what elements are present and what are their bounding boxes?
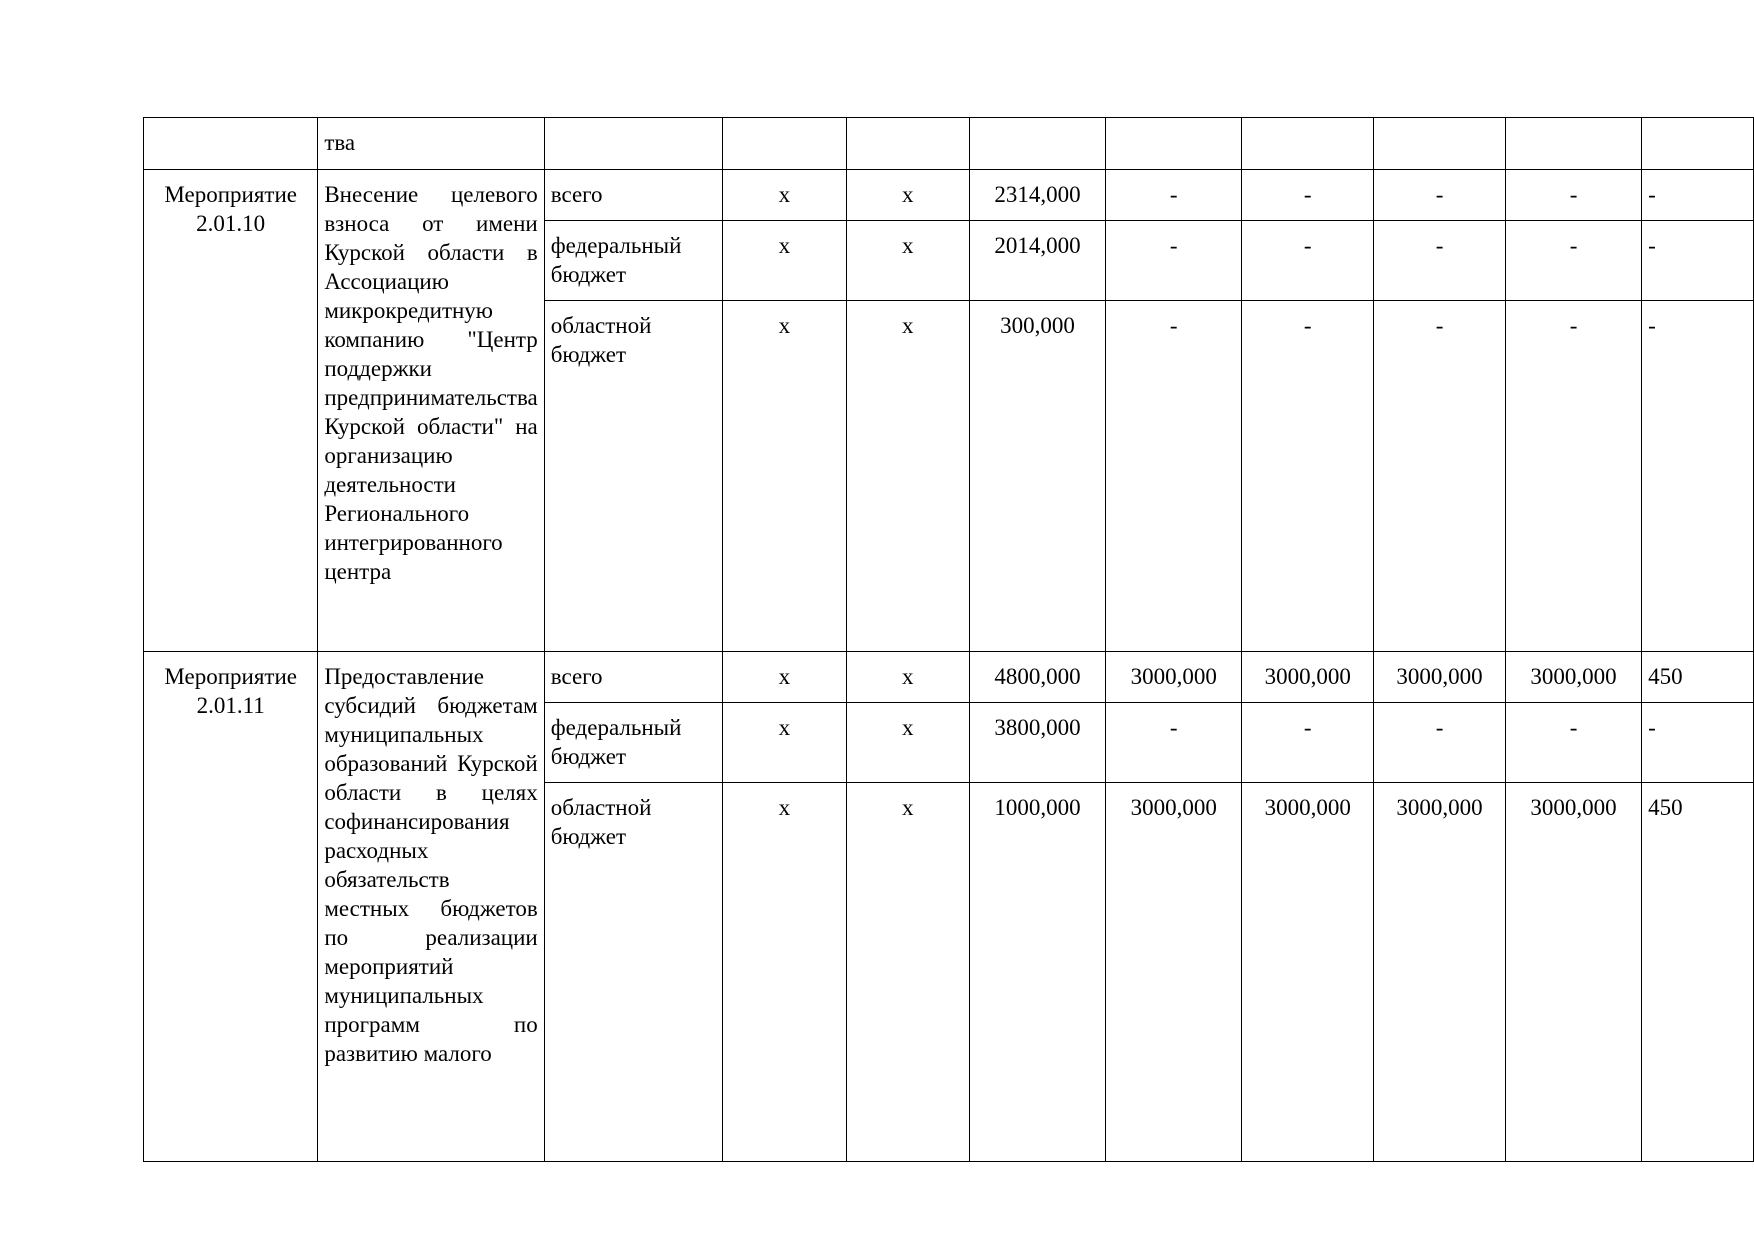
budget-table [143,117,1754,1162]
funding-source: всего [544,652,723,703]
value-cell [969,118,1105,170]
value-cell: 3000,000 [1505,652,1641,703]
value-cell: - [1106,301,1242,652]
value-cell: - [1242,170,1374,221]
activity-code: Мероприятие 2.01.11 [144,652,318,1162]
value-cell [1374,118,1506,170]
value-cell: х [846,703,969,783]
value-cell: х [846,783,969,1162]
value-cell: - [1242,221,1374,301]
funding-source: областной бюджет [544,301,723,652]
value-cell: 3000,000 [1374,783,1506,1162]
value-cell: х [723,221,846,301]
value-cell: 3000,000 [1374,652,1506,703]
value-cell: 3000,000 [1242,783,1374,1162]
table-row [144,170,1754,221]
value-cell: - [1505,170,1641,221]
value-cell: 2014,000 [969,221,1105,301]
activity-code: Мероприятие 2.01.10 [144,170,318,652]
value-cell: х [846,652,969,703]
value-cell: х [723,783,846,1162]
value-cell: 4800,000 [969,652,1105,703]
value-cell: - [1374,301,1506,652]
value-cell: х [846,221,969,301]
value-cell: 300,000 [969,301,1105,652]
value-cell: - [1106,221,1242,301]
value-cell: - [1505,221,1641,301]
value-cell: - [1106,170,1242,221]
code-cell [144,118,318,170]
value-cell: - [1106,703,1242,783]
value-cell [1106,118,1242,170]
table-row [144,652,1754,703]
table-row [144,118,1754,170]
source-cell [544,118,723,170]
value-cell-partial: 450 [1642,783,1754,1162]
value-cell: х [723,301,846,652]
value-cell: х [723,703,846,783]
value-cell: х [846,170,969,221]
value-cell [723,118,846,170]
value-cell: - [1505,703,1641,783]
value-cell: - [1242,703,1374,783]
value-cell-partial: - [1642,703,1754,783]
value-cell: 3000,000 [1106,652,1242,703]
funding-source: федеральный бюджет [544,703,723,783]
value-cell [846,118,969,170]
value-cell: 2314,000 [969,170,1105,221]
value-cell: 3000,000 [1242,652,1374,703]
value-cell: - [1374,221,1506,301]
funding-source: всего [544,170,723,221]
funding-source: федеральный бюджет [544,221,723,301]
value-cell-partial: - [1642,221,1754,301]
value-cell [1505,118,1641,170]
value-cell [1642,118,1754,170]
value-cell: 3800,000 [969,703,1105,783]
activity-description: Предоставление субсидий бюджетам муниципальных образований Курской области в целях софинансирования расходных обязательств местных бюджетов по реализации мероприятий муниципальных программ по развитию малого [318,652,544,1162]
value-cell: - [1242,301,1374,652]
value-cell-partial: - [1642,170,1754,221]
value-cell: х [723,652,846,703]
value-cell: 3000,000 [1505,783,1641,1162]
value-cell-partial: 450 [1642,652,1754,703]
value-cell: 3000,000 [1106,783,1242,1162]
value-cell: х [846,301,969,652]
value-cell: 1000,000 [969,783,1105,1162]
description-cell: тва [318,118,544,170]
activity-description: Внесение целевого взноса от имени Курской области в Ассоциацию микрокредитную компанию "Центр поддержки предпринимательства Курской области" на организацию деятельности Регионального интегрированного центра [318,170,544,652]
value-cell: - [1374,703,1506,783]
funding-source: областной бюджет [544,783,723,1162]
value-cell [1242,118,1374,170]
value-cell: х [723,170,846,221]
value-cell: - [1505,301,1641,652]
value-cell: - [1374,170,1506,221]
value-cell-partial: - [1642,301,1754,652]
